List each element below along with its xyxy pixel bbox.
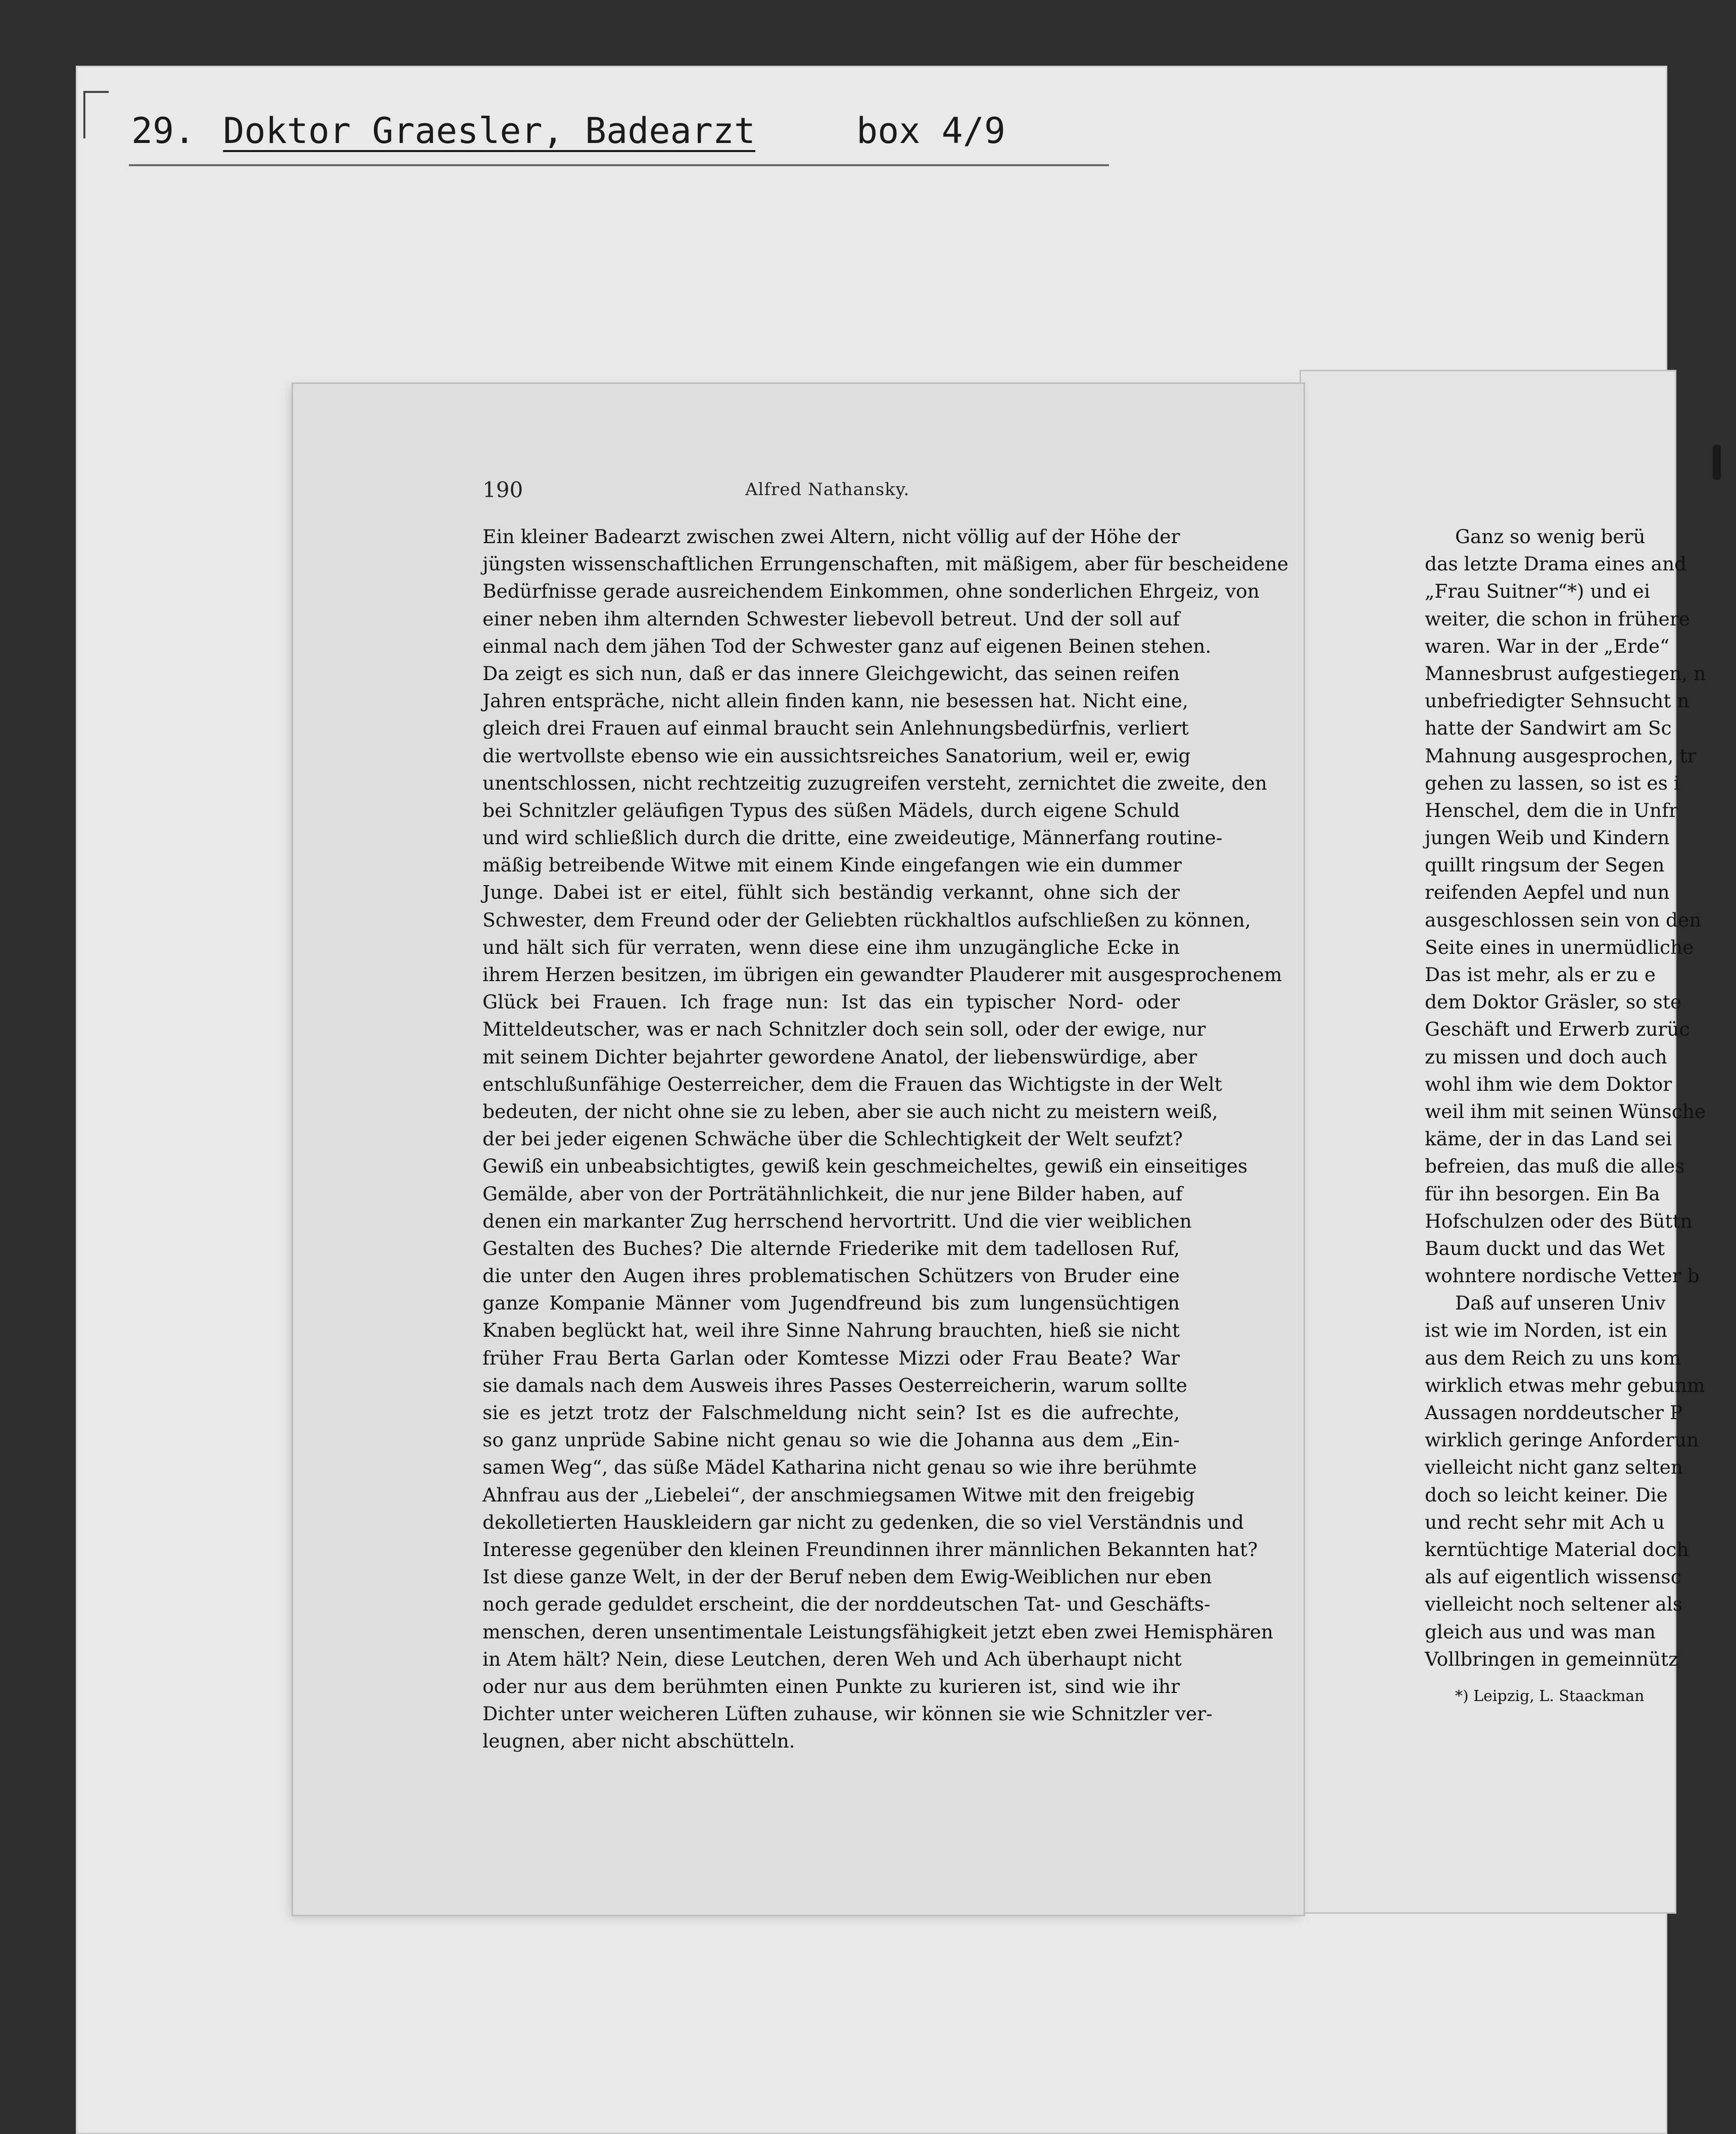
text-line: Knaben beglückt hat, weil ihre Sinne Nahrung brauchten, hieß sie nicht: [483, 1319, 1180, 1342]
text-line: und recht sehr mit Ach u: [1425, 1511, 1665, 1533]
text-line: Hofschulzen oder des Büttn: [1425, 1209, 1693, 1232]
text-line: die wertvollste ebenso wie ein aussichtsreiches Sanatorium, weil er, ewig: [483, 744, 1191, 767]
text-line: Glück bei Frauen. Ich frage nun: Ist das ein typischer Nord- oder: [483, 991, 1180, 1013]
text-line: der bei jeder eigenen Schwäche über die Schlechtigkeit der Welt seufzt?: [483, 1128, 1183, 1150]
text-line: ihrem Herzen besitzen, im übrigen ein gewandter Plauderer mit ausgesprochenem: [483, 963, 1282, 986]
text-line: früher Frau Berta Garlan oder Komtesse Mizzi oder Frau Beate? War: [483, 1346, 1180, 1369]
text-line: gleich drei Frauen auf einmal braucht sein Anlehnungsbedürfnis, verliert: [483, 717, 1189, 740]
text-line: aus dem Reich zu uns kom: [1425, 1346, 1681, 1369]
clipping-right: [1301, 371, 1706, 1912]
text-line: vielleicht noch seltener als: [1425, 1593, 1682, 1616]
text-line: reifenden Aepfel und nun: [1425, 881, 1670, 904]
text-line: Vollbringen in gemeinnütz: [1425, 1647, 1678, 1670]
text-line: für ihn besorgen. Ein Ba: [1425, 1182, 1660, 1205]
text-line: jüngsten wissenschaftlichen Errungenschaften, mit mäßigem, aber für bescheidene: [483, 553, 1289, 575]
text-line: das letzte Drama eines and: [1425, 553, 1687, 575]
header-title: Doktor Graesler, Badearzt: [223, 110, 756, 152]
text-line: Da zeigt es sich nun, daß er das innere Gleichgewicht, das seinen reifen: [483, 662, 1180, 685]
text-line: jungen Weib und Kindern: [1425, 827, 1670, 849]
text-line: Daß auf unseren Univ: [1455, 1292, 1666, 1315]
text-line: Seite eines in unermüdliche: [1425, 936, 1694, 958]
text-line: Junge. Dabei ist er eitel, fühlt sich beständig verkannt, ohne sich der: [483, 881, 1180, 904]
text-line: Mannesbrust aufgestiegen, n: [1425, 662, 1706, 685]
text-line: wirklich geringe Anforderun: [1425, 1429, 1699, 1451]
page-header: [483, 477, 1180, 508]
text-line: Mahnung ausgesprochen, tr: [1425, 744, 1697, 767]
text-line: Geschäft und Erwerb zurüc: [1425, 1018, 1690, 1041]
text-line: Schwester, dem Freund oder der Geliebten rückhaltlos aufschließen zu können,: [483, 908, 1251, 931]
text-line: weil ihm mit seinen Wünsche: [1425, 1100, 1706, 1123]
text-line: weiter, die schon in frühere: [1425, 607, 1690, 630]
text-line: kerntüchtige Material doch: [1425, 1538, 1689, 1561]
text-line: käme, der in das Land sei: [1425, 1128, 1672, 1150]
corner-mark: [83, 91, 109, 138]
text-line: bei Schnitzler geläufigen Typus des süßen Mädels, durch eigene Schuld: [483, 799, 1180, 821]
text-line: doch so leicht keiner. Die: [1425, 1483, 1668, 1506]
text-line: die unter den Augen ihres problematischen Schützers von Bruder eine: [483, 1265, 1180, 1287]
text-line: sie damals nach dem Ausweis ihres Passes Oesterreicherin, warum sollte: [483, 1374, 1187, 1396]
text-line: in Atem hält? Nein, diese Leutchen, deren Weh und Ach überhaupt nicht: [483, 1647, 1182, 1670]
text-line: menschen, deren unsentimentale Leistungsfähigkeit jetzt eben zwei Hemisphären: [483, 1620, 1274, 1643]
header-box: box 4/9: [856, 110, 1006, 152]
text-line: oder nur aus dem berühmten einen Punkte zu kurieren ist, sind wie ihr: [483, 1675, 1180, 1698]
text-line: leugnen, aber nicht abschütteln.: [483, 1730, 795, 1753]
text-line: Aussagen norddeutscher P: [1425, 1401, 1683, 1424]
text-line: Ahnfrau aus der „Liebelei“, der anschmiegsamen Witwe mit den freigebig: [483, 1483, 1195, 1506]
text-line: gleich aus und was man: [1425, 1620, 1656, 1643]
text-line: vielleicht nicht ganz selten: [1425, 1456, 1683, 1479]
text-line: bedeuten, der nicht ohne sie zu leben, aber sie auch nicht zu meistern weiß,: [483, 1100, 1218, 1123]
footnote: *) Leipzig, L. Staackman: [1455, 1687, 1645, 1705]
text-line: noch gerade geduldet erscheint, die der norddeutschen Tat- und Geschäfts-: [483, 1593, 1211, 1616]
text-line: wohl ihm wie dem Doktor: [1425, 1073, 1672, 1095]
text-line: so ganz unprüde Sabine nicht genau so wie die Johanna aus dem „Ein-: [483, 1429, 1180, 1451]
text-line: Das ist mehr, als er zu e: [1425, 963, 1656, 986]
text-line: mäßig betreibende Witwe mit einem Kinde eingefangen wie ein dummer: [483, 854, 1182, 877]
text-line: und hält sich für verraten, wenn diese eine ihm unzugängliche Ecke in: [483, 936, 1180, 958]
text-line: Dichter unter weicheren Lüften zuhause, wir können sie wie Schnitzler ver-: [483, 1703, 1213, 1725]
text-line: unbefriedigter Sehnsucht n: [1425, 690, 1690, 712]
text-line: einmal nach dem jähen Tod der Schwester ganz auf eigenen Beinen stehen.: [483, 635, 1212, 657]
text-line: samen Weg“, das süße Mädel Katharina nicht genau so wie ihre berühmte: [483, 1456, 1197, 1479]
right-text-column: [1425, 523, 1728, 1710]
text-line: Gestalten des Buches? Die alternde Friederike mit dem tadellosen Ruf,: [483, 1237, 1180, 1259]
text-line: quillt ringsum der Segen: [1425, 854, 1665, 877]
text-line: Gemälde, aber von der Porträtähnlichkeit, die nur jene Bilder haben, auf: [483, 1182, 1183, 1205]
text-line: Baum duckt und das Wet: [1425, 1237, 1665, 1259]
text-line: wohntere nordische Vetter b: [1425, 1265, 1700, 1287]
text-line: und wird schließlich durch die dritte, eine zweideutige, Männerfang routine-: [483, 827, 1223, 849]
text-line: waren. War in der „Erde“: [1425, 635, 1670, 657]
text-line: Gewiß ein unbeabsichtigtes, gewiß kein geschmeicheltes, gewiß ein einseitiges: [483, 1155, 1248, 1178]
text-line: ausgeschlossen sein von den: [1425, 908, 1702, 931]
text-line: Jahren entspräche, nicht allein finden kann, nie besessen hat. Nicht eine,: [483, 690, 1188, 712]
text-line: Bedürfnisse gerade ausreichendem Einkommen, ohne sonderlichen Ehrgeiz, von: [483, 580, 1260, 603]
text-line: zu missen und doch auch: [1425, 1045, 1667, 1068]
text-line: „Frau Suitner“*) und ei: [1425, 580, 1650, 603]
text-line: wirklich etwas mehr gebunm: [1425, 1374, 1705, 1396]
folder-header: [131, 91, 1142, 152]
text-line: einer neben ihm alternden Schwester liebevoll betreut. Und der soll auf: [483, 607, 1180, 630]
main-text-column: [483, 523, 1289, 1755]
text-line: sie es jetzt trotz der Falschmeldung nicht sein? Ist es die aufrechte,: [483, 1401, 1180, 1424]
text-line: hatte der Sandwirt am Sc: [1425, 717, 1672, 740]
text-line: Ist diese ganze Welt, in der der Beruf neben dem Ewig-Weiblichen nur eben: [483, 1566, 1212, 1588]
text-line: als auf eigentlich wissensc: [1425, 1566, 1681, 1588]
text-line: Interesse gegenüber den kleinen Freundinnen ihrer männlichen Bekannten hat?: [483, 1538, 1258, 1561]
text-line: Ganz so wenig berü: [1455, 525, 1646, 548]
text-line: ganze Kompanie Männer vom Jugendfreund bis zum lungensüchtigen: [483, 1292, 1180, 1315]
text-line: mit seinem Dichter bejahrter gewordene Anatol, der liebenswürdige, aber: [483, 1045, 1197, 1068]
text-line: unentschlossen, nicht rechtzeitig zuzugreifen versteht, zernichtet die zweite, den: [483, 771, 1267, 794]
text-line: befreien, das muß die alles: [1425, 1155, 1685, 1178]
text-line: Mitteldeutscher, was er nach Schnitzler doch sein soll, oder der ewige, nur: [483, 1018, 1206, 1041]
text-line: entschlußunfähige Oesterreicher, dem die Frauen das Wichtigste in der Welt: [483, 1073, 1222, 1095]
text-line: gehen zu lassen, so ist es i: [1425, 771, 1680, 794]
page-number: 190: [483, 477, 523, 502]
text-line: dekolletierten Hauskleidern gar nicht zu gedenken, die so viel Verständnis und: [483, 1511, 1244, 1533]
text-line: dem Doktor Gräsler, so ste: [1425, 991, 1682, 1013]
header-number: 29.: [131, 110, 196, 152]
text-line: denen ein markanter Zug herrschend hervortritt. Und die vier weiblichen: [483, 1209, 1192, 1232]
edge-mark: [1713, 445, 1721, 480]
running-author: Alfred Nathansky.: [745, 479, 910, 500]
header-rule: [129, 164, 1109, 166]
text-line: Henschel, dem die in Unfr: [1425, 799, 1678, 821]
clipping-main: [293, 384, 1304, 1915]
text-line: Ein kleiner Badearzt zwischen zwei Altern, nicht völlig auf der Höhe der: [483, 525, 1180, 548]
text-line: ist wie im Norden, ist ein: [1425, 1319, 1667, 1342]
